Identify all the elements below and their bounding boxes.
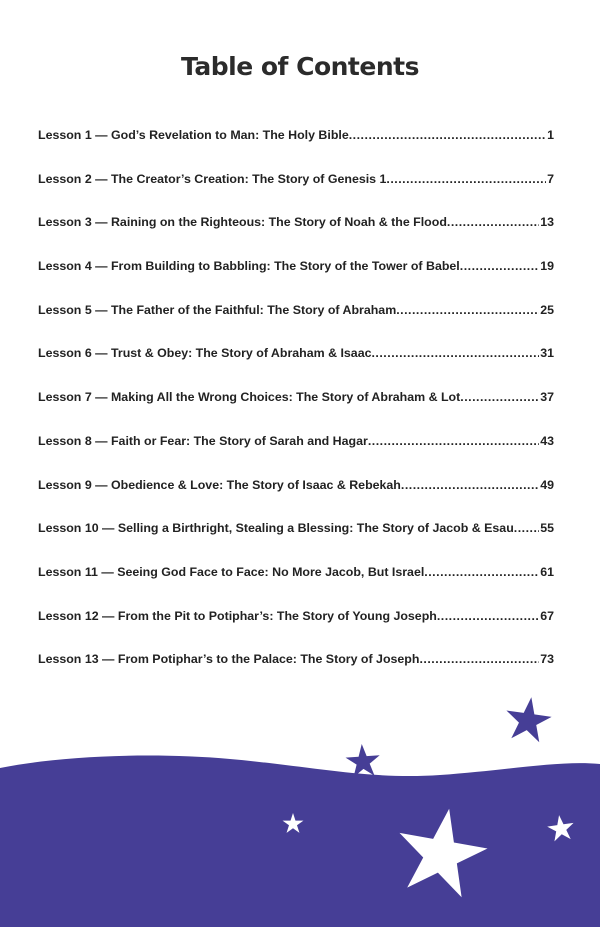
toc-entry-title: Lesson 13 — From Potiphar’s to the Palace: The Story of Joseph bbox=[38, 652, 420, 667]
toc-list bbox=[38, 128, 554, 696]
toc-entry-title: Lesson 3 — Raining on the Righteous: The Story of Noah & the Flood bbox=[38, 215, 447, 230]
toc-page-number: 43 bbox=[540, 433, 554, 448]
toc-entry bbox=[38, 128, 554, 172]
toc-dot-leader bbox=[460, 259, 539, 273]
toc-entry bbox=[38, 565, 554, 609]
toc-entry bbox=[38, 259, 554, 303]
toc-entry-title: Lesson 2 — The Creator’s Creation: The Story of Genesis 1 bbox=[38, 171, 387, 186]
purple-wave bbox=[0, 756, 600, 927]
toc-page-number: 55 bbox=[540, 521, 554, 536]
toc-page-number: 7 bbox=[547, 171, 554, 186]
toc-entry bbox=[38, 215, 554, 259]
toc-entry bbox=[38, 609, 554, 653]
toc-entry-title: Lesson 11 — Seeing God Face to Face: No More Jacob, But Israel bbox=[38, 564, 425, 579]
toc-dot-leader bbox=[447, 215, 539, 229]
star-icon bbox=[503, 694, 554, 743]
toc-dot-leader bbox=[437, 609, 539, 623]
toc-entry bbox=[38, 434, 554, 478]
toc-page-number: 61 bbox=[540, 564, 554, 579]
toc-entry bbox=[38, 390, 554, 434]
star-icon bbox=[345, 743, 381, 778]
toc-entry-title: Lesson 7 — Making All the Wrong Choices: The Story of Abraham & Lot bbox=[38, 390, 461, 405]
toc-page-number: 25 bbox=[540, 302, 554, 317]
wave-decoration bbox=[0, 680, 600, 927]
toc-page-number: 1 bbox=[547, 128, 554, 142]
toc-page-number: 67 bbox=[540, 608, 554, 623]
toc-page-number: 73 bbox=[540, 652, 554, 667]
toc-page-number: 19 bbox=[540, 259, 554, 274]
toc-dot-leader bbox=[419, 652, 539, 666]
toc-dot-leader bbox=[368, 434, 539, 448]
toc-page-number: 37 bbox=[540, 390, 554, 405]
toc-dot-leader bbox=[424, 565, 539, 579]
toc-dot-leader bbox=[514, 521, 539, 535]
toc-entry bbox=[38, 478, 554, 522]
toc-entry-title: Lesson 5 — The Father of the Faithful: The Story of Abraham bbox=[38, 302, 397, 317]
toc-entry bbox=[38, 172, 554, 216]
toc-page-number: 31 bbox=[540, 346, 554, 361]
toc-entry bbox=[38, 346, 554, 390]
toc-dot-leader bbox=[401, 478, 539, 492]
toc-dot-leader bbox=[386, 172, 546, 186]
toc-entry-title: Lesson 8 — Faith or Fear: The Story of Sarah and Hagar bbox=[38, 433, 368, 448]
toc-entry-title: Lesson 12 — From the Pit to Potiphar’s: The Story of Young Joseph bbox=[38, 608, 437, 623]
toc-entry bbox=[38, 521, 554, 565]
toc-dot-leader bbox=[460, 390, 539, 404]
toc-dot-leader bbox=[396, 303, 539, 317]
toc-entry-title: Lesson 10 — Selling a Birthright, Stealing a Blessing: The Story of Jacob & Esau bbox=[38, 521, 514, 536]
toc-entry-title: Lesson 4 — From Building to Babbling: The Story of the Tower of Babel bbox=[38, 259, 460, 274]
toc-page-number: 13 bbox=[540, 215, 554, 230]
toc-entry-title: Lesson 6 — Trust & Obey: The Story of Abraham & Isaac bbox=[38, 346, 372, 361]
toc-dot-leader bbox=[371, 346, 539, 360]
toc-entry-title: Lesson 9 — Obedience & Love: The Story of Isaac & Rebekah bbox=[38, 477, 401, 492]
page-title: Table of Contents bbox=[181, 52, 419, 81]
toc-page-number: 49 bbox=[540, 477, 554, 492]
toc-entry-title: Lesson 1 — God’s Revelation to Man: The Holy Bible bbox=[38, 128, 349, 142]
toc-entry bbox=[38, 303, 554, 347]
toc-dot-leader bbox=[349, 128, 546, 142]
